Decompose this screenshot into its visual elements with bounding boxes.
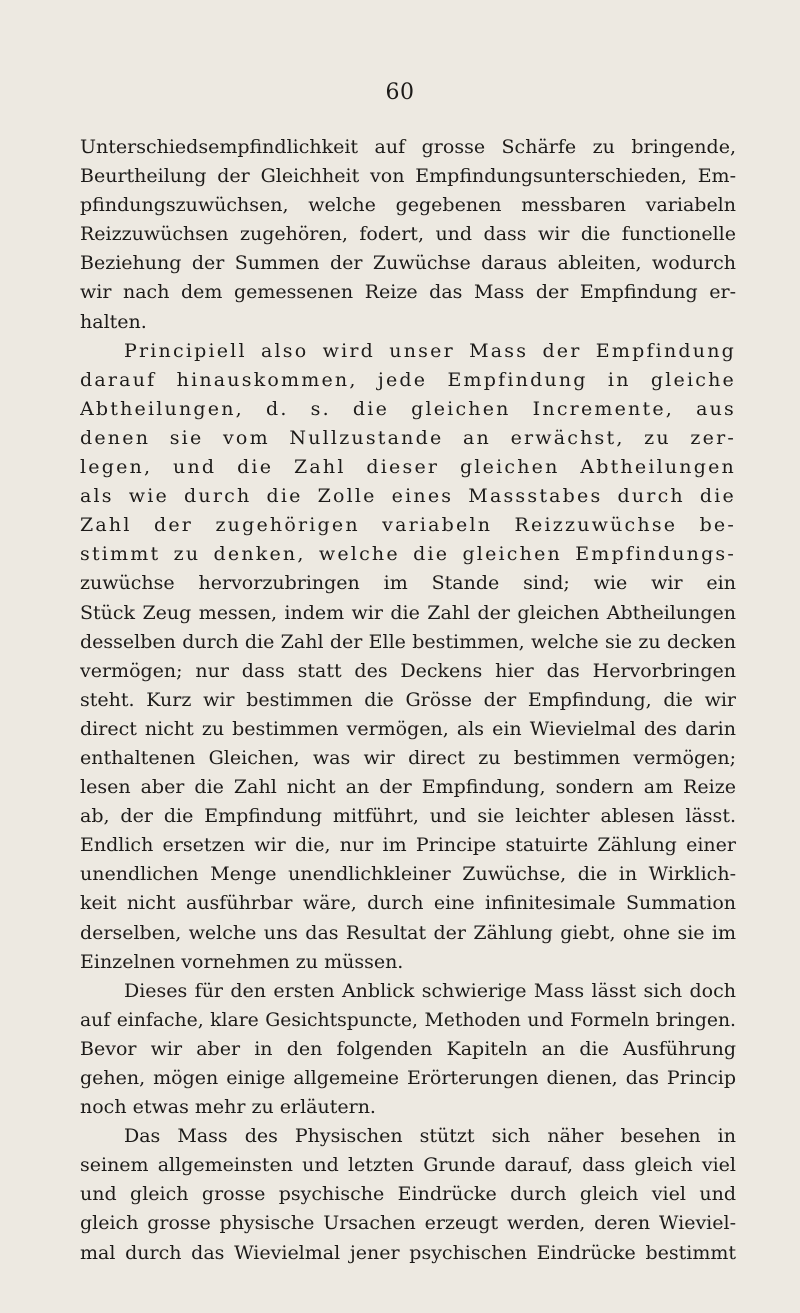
body-text <box>80 133 736 1268</box>
text-line: Einzelnen vornehmen zu müssen. <box>80 950 404 973</box>
text-line-paragraph-start: Das Mass des Physischen stützt sich näher besehen in <box>124 1125 736 1148</box>
text-line: enthaltenen Gleichen, was wir direct zu bestimmen vermögen; <box>80 746 736 769</box>
text-line: als wie durch die Zolle eines Massstabes durch die <box>80 485 736 508</box>
text-line: wir nach dem gemessenen Reize das Mass der Empfindung er- <box>80 281 736 304</box>
text-line: darauf hinauskommen, jede Empfindung in gleiche <box>80 368 736 391</box>
text-line: keit nicht ausführbar wäre, durch eine infinitesimale Summation <box>80 892 736 915</box>
text-line: auf einfache, klare Gesichtspuncte, Methoden und Formeln bringen. <box>80 1009 736 1031</box>
text-line: lesen aber die Zahl nicht an der Empfindung, sondern am Reize <box>80 776 736 799</box>
text-line: halten. <box>80 310 147 333</box>
text-line: Reizzuwüchsen zugehören, fodert, und dass wir die functionelle <box>80 223 736 246</box>
text-line: gehen, mögen einige allgemeine Erörterungen dienen, das Princip <box>80 1067 736 1089</box>
text-line: gleich grosse physische Ursachen erzeugt werden, deren Wieviel- <box>80 1212 736 1235</box>
text-line: und gleich grosse psychische Eindrücke durch gleich viel und <box>80 1183 736 1206</box>
text-line: Beziehung der Summen der Zuwüchse daraus ableiten, wodurch <box>80 252 736 275</box>
text-line: direct nicht zu bestimmen vermögen, als ein Wievielmal des darin <box>80 717 736 740</box>
text-line-paragraph-start: Dieses für den ersten Anblick schwierige Mass lässt sich doch <box>124 979 736 1002</box>
text-line: Bevor wir aber in den folgenden Kapiteln an die Ausführung <box>80 1037 736 1060</box>
text-line: stimmt zu denken, welche die gleichen Empfindungs- <box>80 543 736 566</box>
text-line: Zahl der zugehörigen variabeln Reizzuwüchse be- <box>80 514 736 537</box>
text-line: seinem allgemeinsten und letzten Grunde darauf, dass gleich viel <box>80 1154 736 1177</box>
text-line: desselben durch die Zahl der Elle bestimmen, welche sie zu decken <box>80 630 736 653</box>
text-line: ab, der die Empfindung mitführt, und sie leichter ablesen lässt. <box>80 805 736 828</box>
text-line: noch etwas mehr zu erläutern. <box>80 1096 376 1119</box>
text-line: vermögen; nur dass statt des Deckens hier das Hervorbringen <box>80 659 736 682</box>
page-number: 60 <box>385 80 415 105</box>
text-line: derselben, welche uns das Resultat der Zählung giebt, ohne sie im <box>80 921 736 944</box>
text-line-paragraph-start: Principiell also wird unser Mass der Empfindung <box>124 339 736 362</box>
text-line: Beurtheilung der Gleichheit von Empfindungsunterschieden, Em- <box>80 165 736 188</box>
text-line: Stück Zeug messen, indem wir die Zahl der gleichen Abtheilungen <box>80 601 736 624</box>
text-line: unendlichen Menge unendlichkleiner Zuwüchse, die in Wirklich- <box>80 863 736 886</box>
text-line: zuwüchse hervorzubringen im Stande sind; wie wir ein <box>80 572 736 595</box>
text-line: pfindungszuwüchsen, welche gegebenen messbaren variabeln <box>80 194 736 217</box>
text-line: Abtheilungen, d. s. die gleichen Incremente, aus <box>80 397 736 420</box>
text-line: denen sie vom Nullzustande an erwächst, zu zer- <box>80 426 736 449</box>
text-line: steht. Kurz wir bestimmen die Grösse der Empfindung, die wir <box>80 688 736 711</box>
text-line: mal durch das Wievielmal jener psychischen Eindrücke bestimmt <box>80 1241 736 1264</box>
text-line: Endlich ersetzen wir die, nur im Principe statuirte Zählung einer <box>80 834 736 857</box>
text-line: Unterschiedsempfindlichkeit auf grosse Schärfe zu bringende, <box>80 136 736 158</box>
text-line: legen, und die Zahl dieser gleichen Abtheilungen <box>80 456 736 479</box>
